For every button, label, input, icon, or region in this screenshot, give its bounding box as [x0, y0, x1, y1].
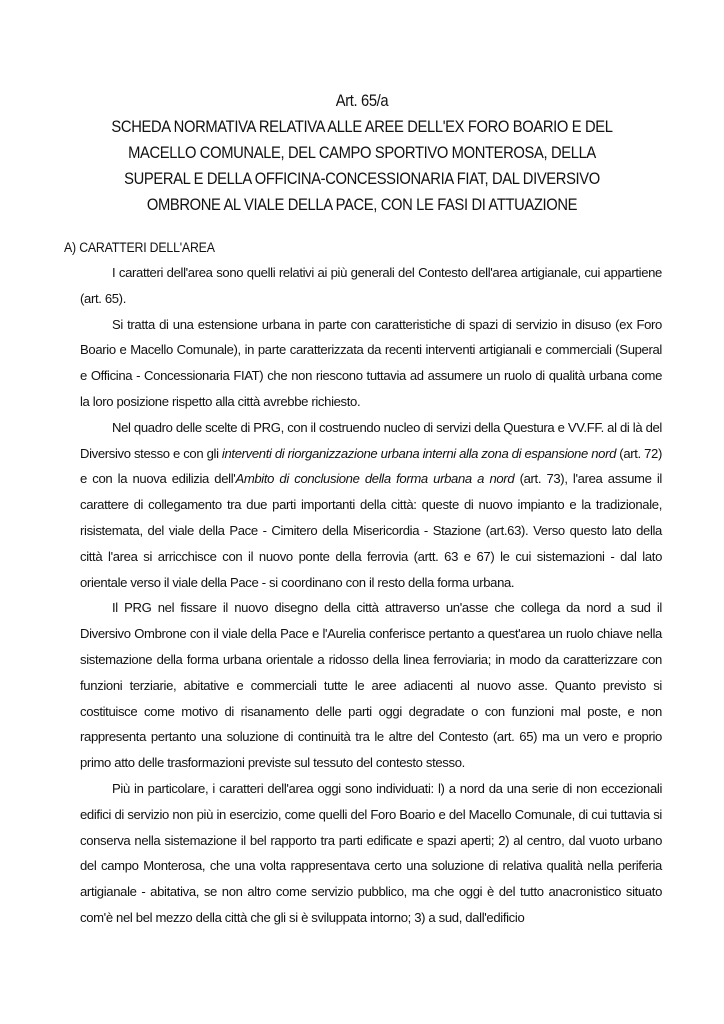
paragraph-2-text: Si tratta di una estensione urbana in parte con caratteristiche di spazi di servizio in disuso (ex Foro Boario e Macello Comunale), in parte caratterizzata da recenti interventi artigianali e commerciali (Superal e Officina - Concessionaria FIAT) che non riescono tuttavia ad assumere un ruolo di qualità urbana come la loro posizione rispetto alla città avrebbe richiesto.	[80, 316, 662, 409]
paragraph-3-text-c: (art. 73), l'area assume il carattere di collegamento tra due parti importanti della città: queste di nuovo impianto e la tradizionale, risistemata, del viale della Pace - Cimitero della Misericordia - Stazione (art.63). Verso questo lato della città l'area si arricchisce con il nuovo ponte della ferrovia (artt. 63 e 67) le cui sistemazioni - dal lato orientale verso il viale della Pace - si coordinano con il resto della forma urbana.	[80, 471, 662, 590]
paragraph-4-text: Il PRG nel fissare il nuovo disegno della città attraverso un'asse che collega da nord a sud il Diversivo Ombrone con il viale della Pace e l'Aurelia conferisce pertanto a quest'area un ruolo chiave nella sistemazione della forma urbana orientale a ridosso della linea ferroviaria; in modo da caratterizzare con funzioni terziarie, abitative e commerciali tutte le aree adiacenti al nuovo asse. Quanto previsto si costituisce come motivo di risanamento delle parti oggi degradate o con funzioni mal poste, e non rappresenta pertanto una soluzione di continuità tra le altre del Contesto (art. 65) ma un vero e proprio primo atto delle trasformazioni previste sul tessuto del contesto stesso.	[80, 600, 662, 771]
paragraph-3-text-b: (art. 72) e con la nuova edilizia dell'	[80, 445, 662, 487]
article-title-block	[108, 88, 616, 218]
paragraph-5-text: Più in particolare, i caratteri dell'area oggi sono individuati: l) a nord da una serie di non eccezionali edifici di servizio non più in esercizio, come quelli del Foro Boario e del Macello Comunale, di cui tuttavia si conserva nella sistemazione il bel rapporto tra parti edificate e spazi aperti; 2) al centro, dal vuoto urbano del campo Monterosa, che una volta rappresentava certo una soluzione di relativa qualità nella periferia artigianale - abitativa, se non altro come servizio pubblico, ma che oggi è del tutto anacronistico situato com'è nel bel mezzo della città che gli si è sviluppata intorno; 3) a sud, dall'edificio	[80, 780, 662, 925]
paragraph-5	[80, 776, 662, 931]
section-heading: A) CARATTERI DELL'AREA	[64, 240, 215, 255]
body-text	[80, 260, 662, 931]
paragraph-3-text-a: Nel quadro delle scelte di PRG, con il costruendo nucleo di servizi della Questura e VV.FF. al di là del Diversivo stesso e con gli	[80, 419, 662, 461]
paragraph-1	[80, 260, 662, 312]
article-number: Art. 65/a	[335, 92, 389, 110]
paragraph-3	[80, 415, 662, 596]
paragraph-2	[80, 312, 662, 415]
paragraph-3-italic-a: interventi di riorganizzazione urbana interni alla zona di espansione nord	[221, 445, 617, 461]
paragraph-4	[80, 595, 662, 776]
paragraph-1-text: I caratteri dell'area sono quelli relativi ai più generali del Contesto dell'area artigianale, cui appartiene (art. 65).	[80, 265, 662, 306]
paragraph-3-italic-b: Ambito di conclusione della forma urbana a nord	[235, 471, 515, 487]
article-title: SCHEDA NORMATIVA RELATIVA ALLE AREE DELL'EX FORO BOARIO E DEL MACELLO COMUNALE, DEL CAMPO SPORTIVO MONTEROSA, DELLA SUPERAL E DELLA OFFICINA-CONCESSIONARIA FIAT, DAL DIVERSIVO OMBRONE AL VIALE DELLA PACE, CON LE FASI DI ATTUAZIONE	[111, 118, 613, 214]
